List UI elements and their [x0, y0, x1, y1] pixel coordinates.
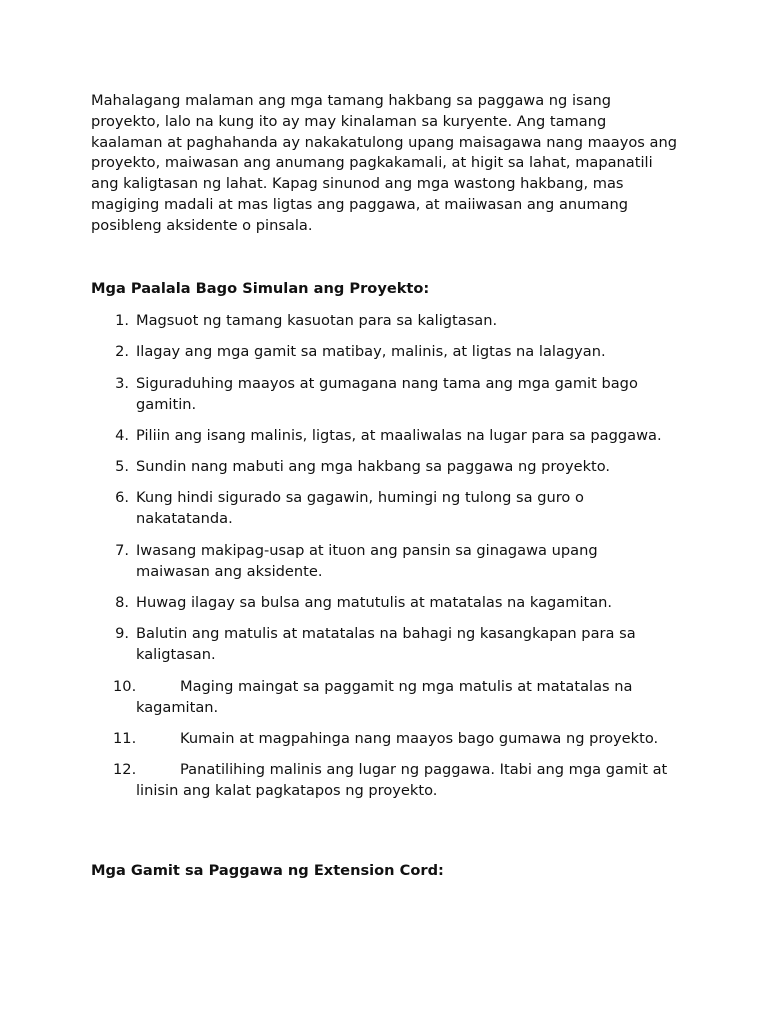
list-item [0, 310, 676, 331]
list-item-text: Panatilihing malinis ang lugar ng paggawa. Itabi ang mga gamit [180, 761, 648, 779]
section-heading-materials: Mga Gamit sa Paggawa ng Extension Cord: [91, 862, 444, 879]
list-item [0, 487, 676, 529]
list-item-text-continued: kagamitan. [136, 698, 219, 716]
list-item [0, 623, 676, 665]
list-item [0, 759, 676, 801]
list-item-text: Siguraduhing maayos at gumagana nang tama ang mga gamit bago gamitin. [136, 374, 638, 413]
list-item-text: Sundin nang mabuti ang mga hakbang sa paggawa ng proyekto. [136, 458, 611, 476]
list-item-text: Iwasang makipag-usap at ituon ang pansin sa ginagawa upang maiwasan ang aksidente. [136, 541, 598, 580]
section-heading-reminders: Mga Paalala Bago Simulan ang Proyekto: [91, 280, 430, 297]
list-item-text: Balutin ang matulis at matatalas na bahagi ng kasangkapan para sa kaligtasan. [136, 625, 636, 664]
list-item-text: Kumain at magpahinga nang maayos bago gumawa ng proyekto. [180, 729, 659, 747]
list-item-number: 6. [115, 489, 129, 507]
list-item-text-continued: at linisin ang kalat pagkatapos ng proyekto. [136, 761, 668, 800]
list-item [0, 425, 676, 446]
list-item-text: Kung hindi sigurado sa gagawin, humingi ng tulong sa guro o nakatatanda. [136, 489, 584, 528]
list-item-number: 11. [113, 729, 137, 747]
list-item-text: Ilagay ang mga gamit sa matibay, malinis, at ligtas na lalagyan. [136, 343, 606, 361]
list-item [0, 373, 676, 415]
list-item-number: 7. [115, 541, 129, 559]
list-item-number: 10. [113, 677, 137, 695]
list-item-text: Piliin ang isang malinis, ligtas, at maaliwalas na lugar para sa paggawa. [136, 426, 662, 444]
list-item [0, 341, 676, 362]
intro-paragraph: Mahalagang malaman ang mga tamang hakbang sa paggawa ng isang proyekto, lalo na kung ito ay may kinalaman sa kuryente. Ang tamang kaalaman at paghahanda ay nakakatulong upang maisagawa nang maayos ang proyekto, maiwasan ang anumang pagkakamali, at higit sa lahat, mapanatili ang kaligtasan ng lahat. Kapag sinunod ang mga wastong hakbang, mas magiging madali at mas ligtas ang paggawa, at maiiwasan ang anumang posibleng aksidente o pinsala. [91, 92, 677, 234]
list-item-number: 1. [115, 312, 129, 329]
list-item-number: 5. [115, 458, 129, 476]
list-item [0, 592, 676, 613]
list-item-number: 8. [115, 594, 129, 612]
list-item-number: 9. [115, 625, 129, 643]
list-item [0, 540, 676, 582]
list-item-text: Huwag ilagay sa bulsa ang matutulis at matatalas na kagamitan. [136, 594, 613, 612]
list-item-number: 3. [115, 374, 129, 392]
list-item-number: 2. [115, 343, 129, 361]
reminders-list [0, 310, 768, 812]
list-item-text: Maging maingat sa paggamit ng mga matulis at matatalas na [180, 677, 633, 695]
list-item-number: 4. [115, 426, 129, 444]
list-item [0, 728, 676, 749]
list-item-number: 12. [113, 761, 137, 779]
list-item [0, 456, 676, 477]
list-item [0, 676, 676, 718]
list-item-text: Magsuot ng tamang kasuotan para sa kaligtasan. [136, 312, 498, 329]
